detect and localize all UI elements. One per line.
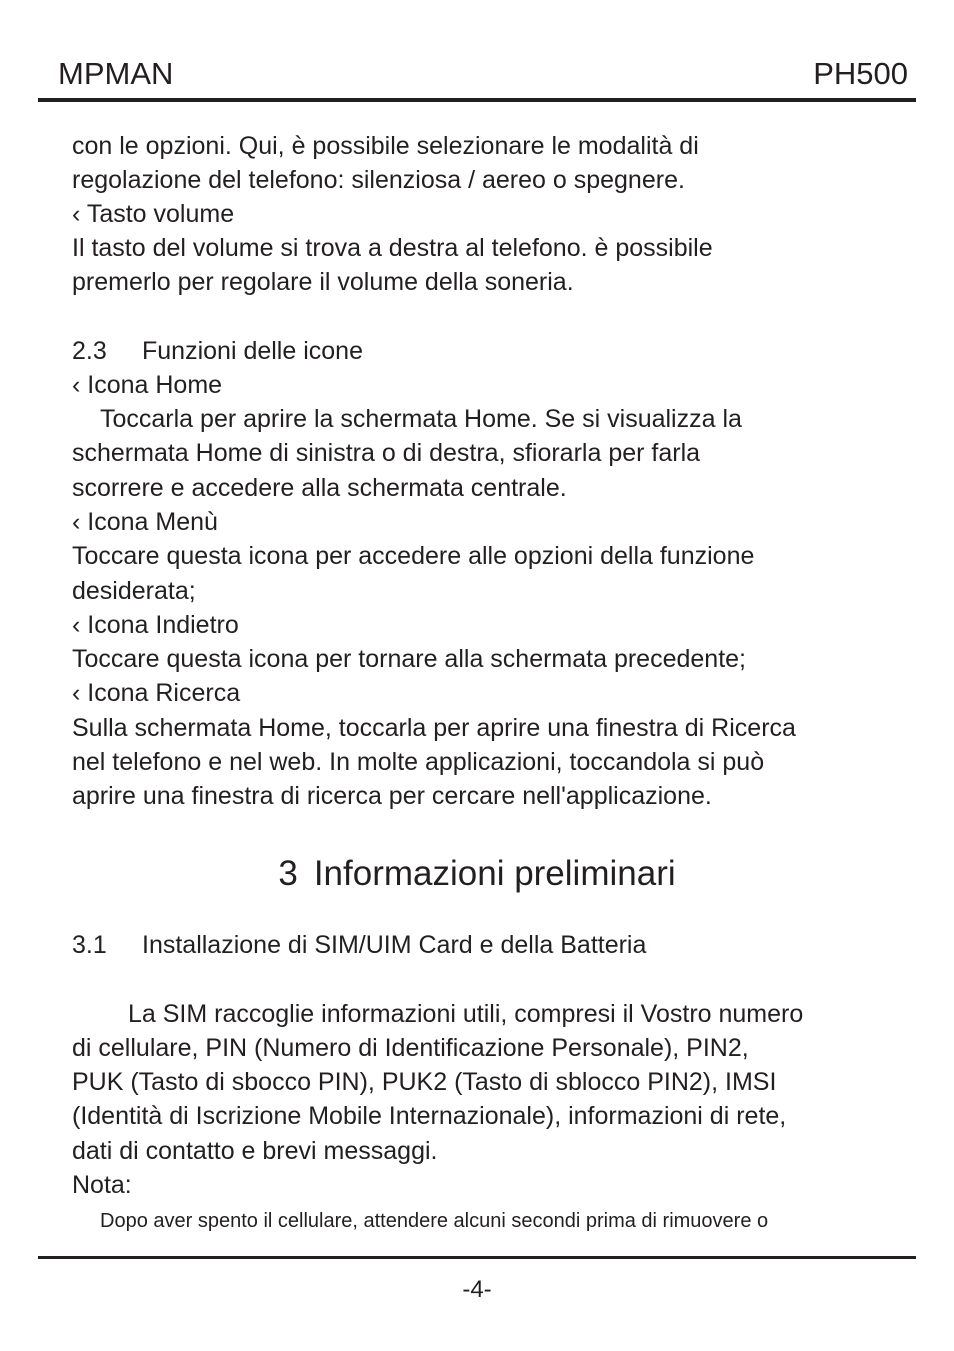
chapter-number: 3 — [278, 854, 298, 893]
bullet-icona-home: ‹ Icona Home — [72, 371, 223, 399]
chapter-title: Informazioni preliminari — [313, 854, 676, 893]
brand-name: MPMAN — [58, 56, 174, 91]
bullet-icona-indietro: ‹ Icona Indietro — [72, 611, 239, 639]
text-line: (Identità di Iscrizione Mobile Internazionale), informazioni di rete, — [72, 1102, 787, 1130]
page-number: -4- — [462, 1276, 492, 1303]
text-line: regolazione del telefono: silenziosa / aereo o spegnere. — [72, 166, 685, 194]
footer-rule — [38, 1256, 916, 1259]
text-line: nel telefono e nel web. In molte applicazioni, toccandola si può — [72, 748, 765, 776]
text-line: scorrere e accedere alla schermata centrale. — [72, 474, 567, 502]
bullet-icona-ricerca: ‹ Icona Ricerca — [72, 679, 241, 707]
chapter-3-heading — [0, 852, 954, 896]
section-number: 3.1 — [72, 931, 107, 959]
header-rule — [38, 98, 916, 102]
note-label: Nota: — [72, 1171, 132, 1199]
text-line: di cellulare, PIN (Numero di Identificazione Personale), PIN2, — [72, 1034, 749, 1062]
text-line: desiderata; — [72, 577, 196, 605]
text-line: PUK (Tasto di sbocco PIN), PUK2 (Tasto di sblocco PIN2), IMSI — [72, 1068, 777, 1096]
bullet-tasto-volume: ‹ Tasto volume — [72, 200, 235, 228]
model-name: PH500 — [813, 56, 908, 91]
text-line: Toccarla per aprire la schermata Home. Se si visualizza la — [100, 405, 742, 433]
text-line: aprire una finestra di ricerca per cercare nell'applicazione. — [72, 782, 712, 810]
section-2-3-heading — [72, 334, 363, 368]
text-line: dati di contatto e brevi messaggi. — [72, 1137, 438, 1165]
text-line: Il tasto del volume si trova a destra al telefono. è possibile — [72, 234, 713, 262]
note-text: Dopo aver spento il cellulare, attendere alcuni secondi prima di rimuovere o — [100, 1210, 769, 1232]
text-line: con le opzioni. Qui, è possibile selezionare le modalità di — [72, 132, 699, 160]
bullet-icona-menu: ‹ Icona Menù — [72, 508, 218, 536]
text-line: Toccare questa icona per tornare alla schermata precedente; — [72, 645, 746, 673]
section-title: Installazione di SIM/UIM Card e della Batteria — [142, 931, 647, 959]
section-title: Funzioni delle icone — [142, 337, 363, 365]
section-number: 2.3 — [72, 337, 107, 365]
text-line: La SIM raccoglie informazioni utili, compresi il Vostro numero — [128, 1000, 804, 1028]
text-line: Toccare questa icona per accedere alle opzioni della funzione — [72, 542, 755, 570]
text-line: schermata Home di sinistra o di destra, sfiorarla per farla — [72, 439, 701, 467]
section-3-1-heading — [72, 928, 646, 962]
text-line: Sulla schermata Home, toccarla per aprire una finestra di Ricerca — [72, 714, 796, 742]
text-line: premerlo per regolare il volume della soneria. — [72, 268, 574, 296]
